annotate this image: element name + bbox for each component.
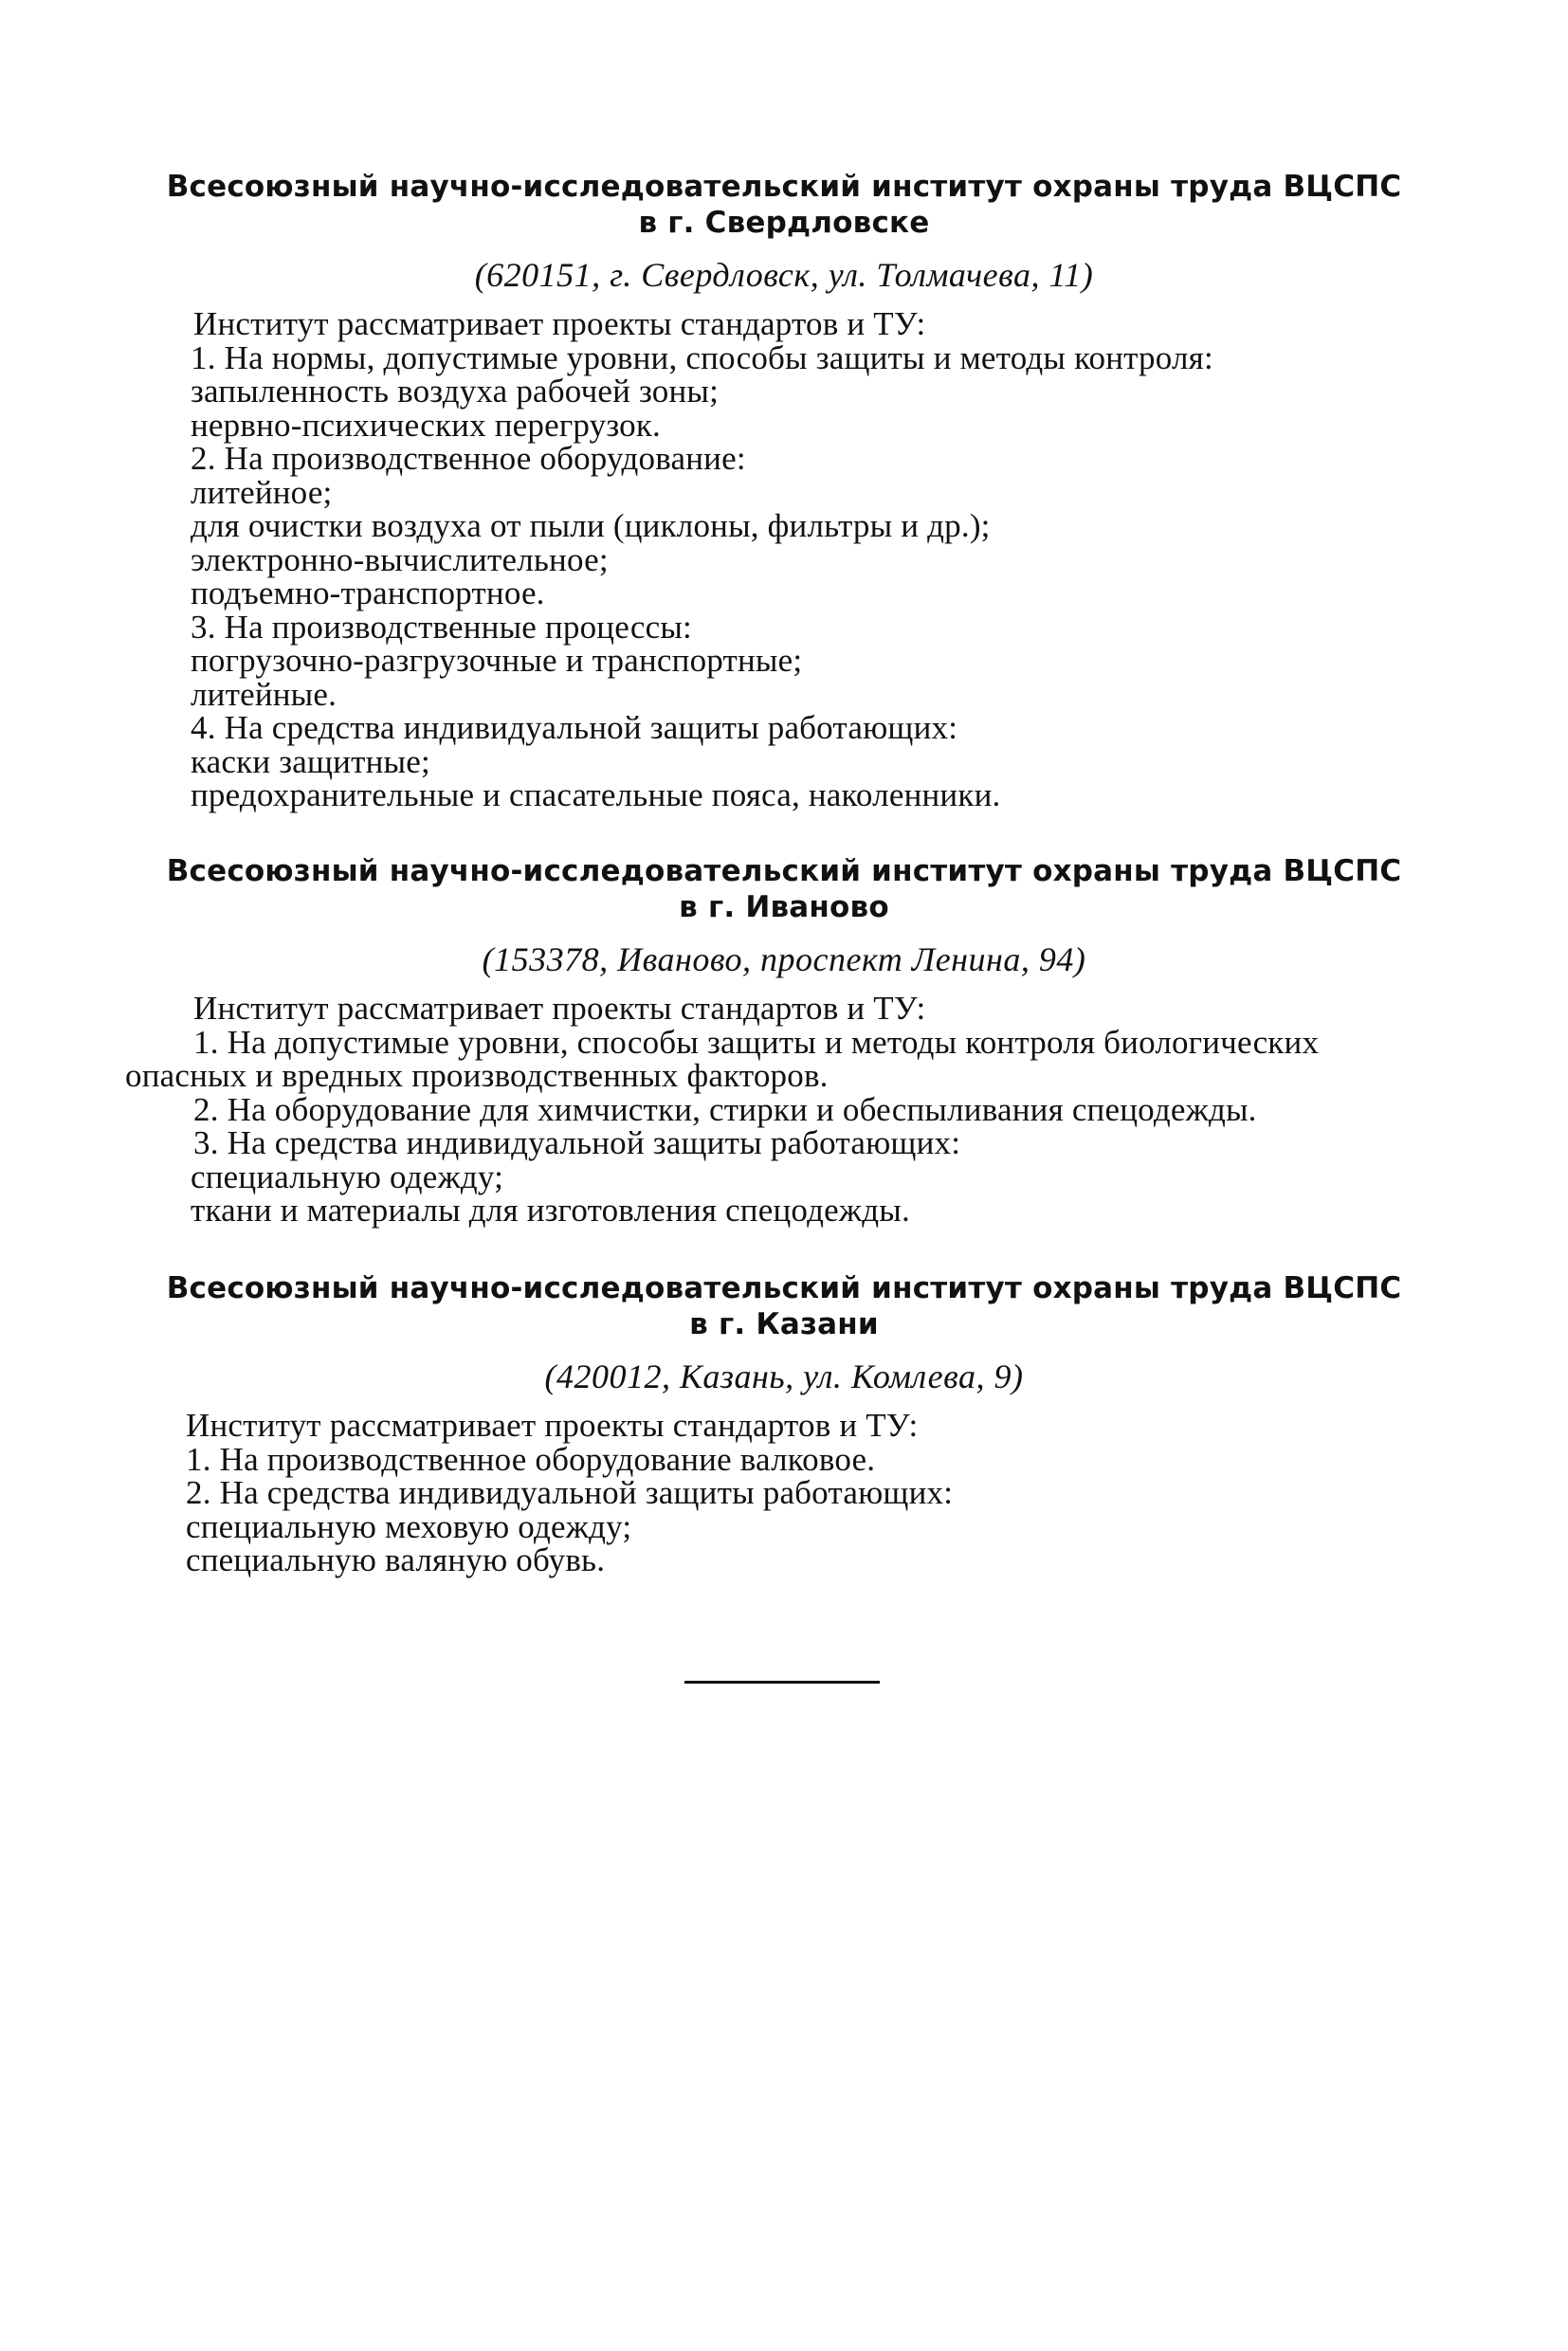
institute-section-ivanovo: [0, 853, 1568, 1228]
body-line: Институт рассматривает проекты стандартов и ТУ:: [193, 305, 926, 342]
body-line: Институт рассматривает проекты стандартов и ТУ:: [193, 990, 926, 1027]
body-line: специальную одежду;: [191, 1157, 504, 1195]
body-line: запыленность воздуха рабочей зоны;: [191, 373, 720, 410]
body-line: для очистки воздуха от пыли (циклоны, фильтры и др.);: [191, 507, 991, 544]
body-line: 1. На производственное оборудование валковое.: [186, 1440, 876, 1478]
body-line: специальную меховую одежду;: [186, 1507, 632, 1545]
end-rule-divider: [684, 1681, 880, 1684]
body-line: нервно-психических перегрузок.: [191, 406, 661, 444]
section-address: (420012, Казань, ул. Комлева, 9): [544, 1358, 1024, 1395]
section-body: [0, 1409, 1568, 1577]
section-body: [0, 307, 1568, 812]
body-line: 4. На средства индивидуальной защиты работающих:: [191, 709, 958, 746]
body-line: предохранительные и спасательные пояса, наколенники.: [191, 776, 1001, 813]
body-line: специальную валяную обувь.: [186, 1541, 606, 1578]
body-line: подъемно-транспортное.: [191, 574, 545, 611]
section-address: (153378, Иваново, проспект Ленина, 94): [482, 940, 1086, 978]
body-line: ткани и материалы для изготовления спецодежды.: [191, 1192, 910, 1229]
body-line: литейные.: [191, 675, 337, 713]
section-heading: [0, 169, 1568, 241]
institute-section-sverdlovsk: [0, 169, 1568, 812]
body-line: 2. На средства индивидуальной защиты работающих:: [186, 1474, 954, 1511]
body-line: каски защитные;: [191, 742, 430, 780]
body-line: 1. На нормы, допустимые уровни, способы защиты и методы контроля:: [191, 338, 1213, 376]
body-line: 3. На производственные процессы:: [191, 608, 692, 646]
body-line: 2. На производственное оборудование:: [191, 440, 746, 477]
body-line: Институт рассматривает проекты стандартов и ТУ:: [186, 1407, 919, 1444]
heading-city-line: в г. Казани: [689, 1307, 879, 1341]
section-body: [0, 992, 1568, 1228]
body-line: опасных и вредных производственных факторов.: [125, 1057, 829, 1094]
heading-line: Всесоюзный научно-исследовательский институт охраны труда ВЦСПС: [166, 854, 1402, 888]
body-line: электронно-вычислительное;: [191, 540, 609, 578]
body-line: погрузочно-разгрузочные и транспортные;: [191, 642, 803, 679]
heading-line: Всесоюзный научно-исследовательский институт охраны труда ВЦСПС: [166, 170, 1402, 204]
body-line: 2. На оборудование для химчистки, стирки и обеспыливания спецодежды.: [193, 1090, 1257, 1128]
body-line: 1. На допустимые уровни, способы защиты и методы контроля биологических: [193, 1023, 1320, 1061]
body-line: 3. На средства индивидуальной защиты работающих:: [193, 1124, 961, 1161]
body-line: литейное;: [191, 473, 333, 511]
section-heading: [0, 853, 1568, 925]
section-heading: [0, 1270, 1568, 1342]
heading-city-line: в г. Иваново: [679, 890, 889, 924]
heading-line: Всесоюзный научно-исследовательский институт охраны труда ВЦСПС: [166, 1271, 1402, 1305]
section-address: (620151, г. Свердловск, ул. Толмачева, 11): [474, 256, 1094, 294]
heading-city-line: в г. Свердловске: [638, 206, 930, 240]
institute-section-kazan: [0, 1270, 1568, 1577]
